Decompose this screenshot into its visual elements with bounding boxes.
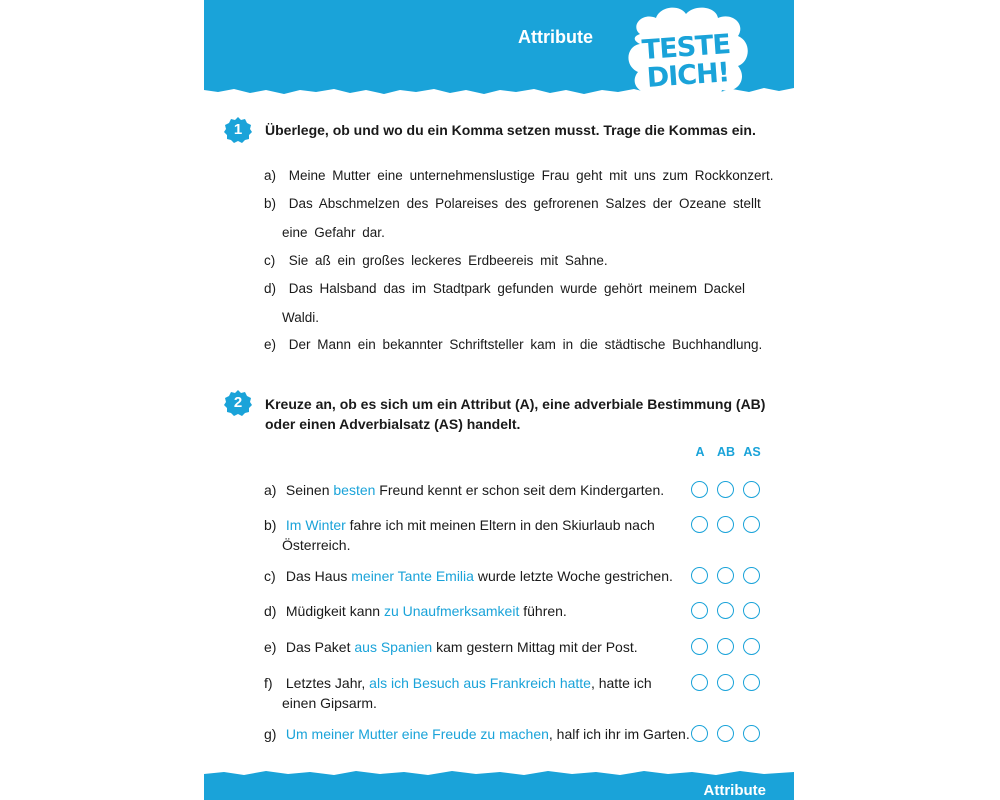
item-text: Das Abschmelzen des Polareises des gefrorenen Salzes der Ozeane stellt — [288, 196, 761, 211]
item-text-post: , hatte ich — [590, 675, 652, 691]
checkbox-ab[interactable] — [717, 602, 734, 619]
column-header-a: A — [695, 445, 705, 459]
checkbox-a[interactable] — [691, 725, 708, 742]
list-item — [264, 247, 608, 275]
worksheet-page — [204, 0, 794, 800]
item-text-post: , half ich ihr im Garten. — [548, 726, 690, 742]
checkbox-ab[interactable] — [717, 567, 734, 584]
checkbox-ab[interactable] — [717, 481, 734, 498]
exercise-instruction-line-2: oder einen Adverbialsatz (AS) handelt. — [265, 416, 521, 432]
item-text-post: Freund kennt er schon seit dem Kindergarten. — [375, 482, 665, 498]
footer-title: Attribute — [703, 782, 766, 799]
item-highlight: Um meiner Mutter eine Freude zu machen — [285, 726, 549, 742]
list-item — [264, 637, 638, 657]
list-item — [264, 275, 745, 303]
badge-text: TESTE DICH! — [640, 28, 732, 94]
checkbox-as[interactable] — [743, 516, 760, 533]
item-text-post: wurde letzte Woche gestrichen. — [473, 568, 673, 584]
item-text-post: fahre ich mit meinen Eltern in den Skiurlaub nach — [345, 517, 655, 533]
item-label: d) — [264, 281, 277, 296]
item-label: f) — [264, 675, 273, 691]
checkbox-a[interactable] — [691, 481, 708, 498]
item-text-pre: Letztes Jahr, — [285, 675, 370, 691]
item-label: g) — [264, 726, 277, 742]
exercise-number-badge — [224, 116, 252, 144]
list-item — [264, 673, 652, 693]
item-text: Sie aß ein großes leckeres Erdbeereis mit Sahne. — [288, 253, 608, 268]
checkbox-a[interactable] — [691, 638, 708, 655]
exercise-number: 2 — [233, 394, 243, 411]
exercise-number-badge — [224, 389, 252, 417]
item-label: c) — [264, 253, 276, 268]
item-highlight: als ich Besuch aus Frankreich hatte — [369, 675, 591, 691]
list-item — [264, 162, 773, 190]
item-continuation: Österreich. — [282, 537, 351, 553]
exercise-instruction-line-1: Kreuze an, ob es sich um ein Attribut (A), eine adverbiale Bestimmung (AB) — [265, 396, 766, 412]
list-item — [264, 515, 655, 535]
item-highlight: aus Spanien — [354, 639, 433, 655]
item-label: b) — [264, 517, 277, 533]
item-continuation: eine Gefahr dar. — [282, 225, 385, 240]
item-text-post: führen. — [519, 603, 567, 619]
item-continuation: Waldi. — [282, 310, 320, 325]
header-title: Attribute — [518, 27, 593, 47]
item-label: e) — [264, 639, 277, 655]
checkbox-ab[interactable] — [717, 516, 734, 533]
list-item — [264, 190, 761, 218]
item-highlight: meiner Tante Emilia — [351, 568, 474, 584]
list-item — [264, 566, 673, 586]
item-label: a) — [264, 168, 277, 183]
item-text: Der Mann ein bekannter Schriftsteller kam in die städtische Buchhandlung. — [288, 337, 763, 352]
item-label: d) — [264, 603, 277, 619]
exercise-number: 1 — [233, 121, 243, 138]
checkbox-as[interactable] — [743, 481, 760, 498]
item-text-pre: Das Haus — [285, 568, 352, 584]
checkbox-as[interactable] — [743, 725, 760, 742]
item-label: b) — [264, 196, 277, 211]
column-header-ab: AB — [716, 445, 736, 459]
checkbox-ab[interactable] — [717, 674, 734, 691]
checkbox-as[interactable] — [743, 602, 760, 619]
item-text-pre: Das Paket — [285, 639, 355, 655]
list-item — [264, 480, 664, 500]
checkbox-as[interactable] — [743, 674, 760, 691]
item-text: Das Halsband das im Stadtpark gefunden wurde gehört meinem Dackel — [288, 281, 745, 296]
item-label: a) — [264, 482, 277, 498]
item-highlight: Im Winter — [285, 517, 346, 533]
item-highlight: zu Unaufmerksamkeit — [383, 603, 520, 619]
item-text-pre: Seinen — [285, 482, 334, 498]
item-text: Meine Mutter eine unternehmenslustige Frau geht mit uns zum Rockkonzert. — [288, 168, 774, 183]
checkbox-as[interactable] — [743, 567, 760, 584]
item-text-post: kam gestern Mittag mit der Post. — [432, 639, 638, 655]
item-label: c) — [264, 568, 276, 584]
checkbox-a[interactable] — [691, 567, 708, 584]
item-highlight: besten — [333, 482, 376, 498]
footer-banner — [204, 770, 794, 800]
teste-dich-badge — [620, 4, 754, 108]
checkbox-a[interactable] — [691, 674, 708, 691]
checkbox-ab[interactable] — [717, 638, 734, 655]
list-item — [264, 601, 567, 621]
checkbox-as[interactable] — [743, 638, 760, 655]
checkbox-a[interactable] — [691, 516, 708, 533]
exercise-instruction: Überlege, ob und wo du ein Komma setzen musst. Trage die Kommas ein. — [265, 122, 756, 138]
header-banner — [204, 0, 794, 104]
item-label: e) — [264, 337, 277, 352]
list-item — [264, 331, 762, 359]
item-continuation: einen Gipsarm. — [282, 695, 377, 711]
column-header-as: AS — [743, 445, 761, 459]
list-item — [264, 724, 690, 744]
item-text-pre: Müdigkeit kann — [285, 603, 384, 619]
checkbox-ab[interactable] — [717, 725, 734, 742]
checkbox-a[interactable] — [691, 602, 708, 619]
